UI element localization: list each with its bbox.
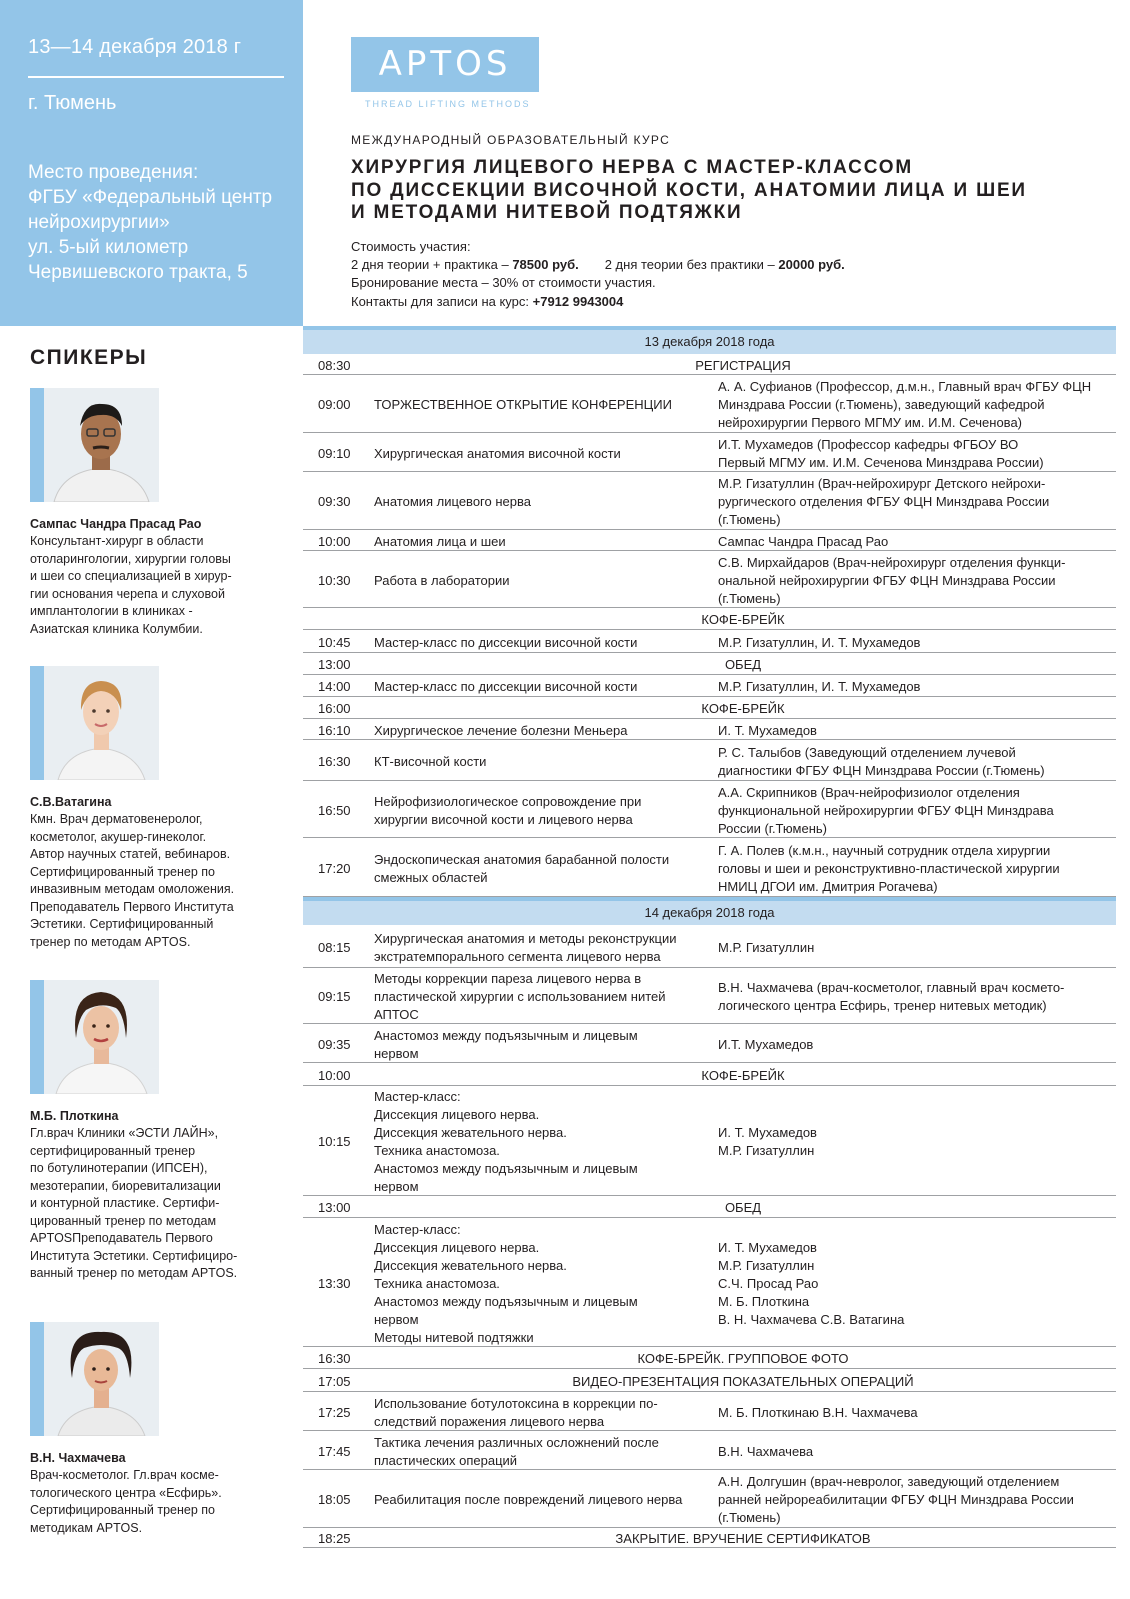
- bio-line: цированный тренер по методам: [30, 1213, 217, 1228]
- time-slot: 10:45: [318, 634, 351, 650]
- session-topic: [374, 1434, 659, 1470]
- session-topic-line: Мастер-класс по диссекции височной кости: [374, 679, 638, 694]
- contacts: [351, 293, 845, 311]
- session-topic: [374, 1395, 658, 1431]
- session-topic-line: Мастер-класс:: [374, 1221, 461, 1237]
- bio-line: и контурной пластике. Сертифи-: [30, 1196, 220, 1210]
- session-speakers-line: С.Ч. Просад Рао: [718, 1275, 819, 1291]
- session-topic: [374, 851, 669, 887]
- bio-line: Врач-косметолог. Гл.врач косме-: [30, 1468, 219, 1482]
- session-topic-line: Диссекция жевательного нерва.: [374, 1125, 567, 1140]
- option2-price: 20000 руб.: [778, 257, 845, 273]
- session-speakers-line: М.Р. Гизатуллин, И. Т. Мухамедов: [718, 634, 921, 650]
- session-speakers-line: нейрохирургии Первого МГМУ им. И.М. Сеченова): [718, 415, 1023, 430]
- row-divider: [303, 1547, 1116, 1548]
- session-speakers: [718, 436, 1044, 472]
- row-divider: [303, 837, 1116, 838]
- session-topic-line: Техника анастомоза.: [374, 1143, 500, 1158]
- booking-note: Бронирование места – 30% от стоимости участия.: [351, 275, 656, 291]
- speaker-card: [30, 980, 275, 1283]
- contacts-phone: +7912 9943004: [532, 293, 624, 309]
- event-city: г. Тюмень: [28, 92, 117, 114]
- session-break: ОБЕД: [724, 657, 762, 672]
- time-slot: 16:30: [318, 753, 351, 769]
- option1-label: 2 дня теории + практика –: [351, 257, 513, 273]
- session-topic-line: нервом: [374, 1179, 419, 1194]
- session-speakers: [718, 678, 920, 696]
- time-slot: 08:15: [318, 940, 351, 955]
- time-slot: 16:10: [318, 722, 351, 738]
- row-divider: [303, 529, 1116, 530]
- course-title-line: ПО ДИССЕКЦИИ ВИСОЧНОЙ КОСТИ, АНАТОМИИ ЛИЦА И ШЕИ: [351, 179, 1027, 201]
- time-slot: 13:00: [318, 1200, 351, 1215]
- row-divider: [303, 1346, 1116, 1347]
- session-topic-line: пластических операций: [374, 1452, 518, 1468]
- session-speakers-line: ональной нейрохирургии ФГБУ ФЦН Минздрава России: [718, 572, 1056, 588]
- session-topic-line: Реабилитация после повреждений лицевого нерва: [374, 1492, 683, 1507]
- time-slot: 09:00: [318, 397, 351, 412]
- row-divider: [303, 471, 1116, 472]
- bio-line: Кмн. Врач дерматовенеролог,: [30, 812, 203, 826]
- speaker-bio: [30, 811, 275, 951]
- time-slot: 14:00: [318, 679, 351, 694]
- session-speakers-line: И. Т. Мухамедов: [718, 1239, 817, 1255]
- speaker-name: В.Н. Чахмачева: [30, 1451, 126, 1465]
- session-topic-line: Методы нитевой подтяжки: [374, 1329, 534, 1345]
- row-divider: [303, 550, 1116, 551]
- option2-label: 2 дня теории без практики –: [604, 257, 779, 273]
- session-topic: [374, 1491, 682, 1509]
- speakers-title: СПИКЕРЫ: [30, 346, 148, 369]
- bio-line: Гл.врач Клиники «ЭСТИ ЛАЙН»,: [30, 1126, 219, 1140]
- session-speakers-line: М. Б. Плоткинаю В.Н. Чахмачева: [718, 1404, 918, 1420]
- bio-line: и шеи со специализацией в хирур-: [30, 569, 232, 583]
- session-topic-line: Хирургическая анатомия височной кости: [374, 445, 621, 461]
- time-slot: 09:15: [318, 989, 351, 1004]
- session-speakers-line: М.Р. Гизатуллин: [718, 1257, 815, 1273]
- speaker-bio: [30, 533, 275, 638]
- session-break: КОФЕ-БРЕЙК: [701, 612, 785, 627]
- session-topic-line: АПТОС: [374, 1007, 419, 1022]
- day-header: 13 декабря 2018 года: [303, 326, 1116, 354]
- time-slot: 17:05: [318, 1373, 351, 1389]
- session-speakers-line: Г. А. Полев (к.м.н., научный сотрудник отдела хирургии: [718, 842, 1051, 858]
- session-topic-line: нервом: [374, 1311, 419, 1327]
- bio-line: сертифицированный тренер: [30, 1143, 196, 1158]
- event-info-panel: [0, 0, 303, 326]
- session-topic-line: Диссекция жевательного нерва.: [374, 1257, 567, 1273]
- session-topic-line: КТ-височной кости: [374, 753, 487, 769]
- session-speakers: [718, 1124, 817, 1160]
- session-topic-line: Хирургическое лечение болезни Меньера: [374, 722, 628, 738]
- bio-line: Консультант-хирург в области: [30, 534, 204, 548]
- row-divider: [303, 1368, 1116, 1369]
- session-speakers-line: И. Т. Мухамедов: [718, 722, 817, 738]
- session-speakers-line: Первый МГМУ им. И.М. Сеченова Минздрава России): [718, 454, 1044, 470]
- row-divider: [303, 1062, 1116, 1063]
- time-slot: 13:00: [318, 657, 351, 672]
- speaker-name: М.Б. Плоткина: [30, 1109, 119, 1123]
- speaker-card: [30, 666, 275, 951]
- row-divider: [303, 674, 1116, 675]
- speaker-photo: [30, 388, 159, 502]
- row-divider: [303, 1217, 1116, 1218]
- row-divider: [303, 1391, 1116, 1392]
- time-slot: 10:00: [318, 1067, 351, 1083]
- session-speakers-line: В.Н. Чахмачева (врач-косметолог, главный врач космето-: [718, 980, 1065, 995]
- row-divider: [303, 1085, 1116, 1086]
- bio-line: по ботулинотерапии (ИПСЕН),: [30, 1161, 208, 1175]
- day-header: 14 декабря 2018 года: [303, 897, 1116, 925]
- time-slot: 16:00: [318, 701, 351, 716]
- course-title-line: ХИРУРГИЯ ЛИЦЕВОГО НЕРВА С МАСТЕР-КЛАССОМ: [351, 157, 913, 178]
- session-topic: [374, 722, 627, 740]
- speaker-photo: [30, 666, 159, 780]
- time-slot: 18:05: [318, 1492, 351, 1507]
- session-speakers-line: А.А. Скрипников (Врач-нейрофизиолог отделения: [718, 784, 1020, 800]
- session-speakers: [718, 475, 1049, 529]
- session-speakers: [718, 634, 920, 652]
- session-speakers: [718, 784, 1054, 838]
- bio-line: Азиатская клиника Колумбии.: [30, 621, 203, 636]
- session-topic-line: Работа в лаборатории: [374, 572, 510, 588]
- row-divider: [303, 1527, 1116, 1528]
- speaker-photo: [30, 1322, 159, 1436]
- price-info: [351, 238, 845, 311]
- person-icon: [44, 1322, 159, 1436]
- price-options: [351, 256, 845, 274]
- session-topic-line: Использование ботулотоксина в коррекции по-: [374, 1395, 658, 1411]
- session-topic-line: Анатомия лица и шеи: [374, 533, 506, 549]
- session-speakers-line: логического центра Есфирь, тренер нитевых методик): [718, 998, 1047, 1013]
- session-speakers-line: Р. С. Талыбов (Заведующий отделением лучевой: [718, 744, 1016, 760]
- bio-line: ванный тренер по методам APTOS.: [30, 1266, 238, 1280]
- session-topic: [374, 1088, 638, 1196]
- session-speakers-line: А.Н. Долгушин (врач-невролог, заведующий отделением: [718, 1474, 1060, 1489]
- session-speakers-line: головы и шеи и реконструктивно-пластической хирургии: [718, 860, 1060, 876]
- time-slot: 16:50: [318, 802, 351, 818]
- session-break: КОФЕ-БРЕЙК: [701, 1067, 785, 1083]
- speaker-bio: [30, 1467, 275, 1537]
- event-dates: 13—14 декабря 2018 г: [28, 36, 242, 58]
- session-topic: [374, 793, 641, 829]
- session-speakers-line: Минздрава России (г.Тюмень), заведующий кафедрой: [718, 397, 1045, 412]
- person-icon: [44, 388, 159, 502]
- session-break: КОФЕ-БРЕЙК. ГРУППОВОЕ ФОТО: [637, 1351, 849, 1366]
- session-speakers-line: ранней нейрореабилитации ФГБУ ФЦН Минздрава России: [718, 1492, 1074, 1507]
- row-divider: [303, 696, 1116, 697]
- time-slot: 08:30: [318, 358, 351, 373]
- session-topic: [374, 533, 506, 551]
- bio-line: тренер по методам APTOS.: [30, 934, 191, 949]
- session-speakers: [718, 722, 817, 740]
- bio-line: гии основания черепа и слуховой: [30, 586, 225, 601]
- session-speakers-line: (г.Тюмень): [718, 1510, 781, 1525]
- session-topic: [374, 1221, 638, 1347]
- bio-line: Института Эстетики. Сертифициро-: [30, 1248, 238, 1263]
- session-speakers: [718, 554, 1065, 608]
- session-topic-line: экстратемпорального сегмента лицевого нерва: [374, 949, 661, 964]
- bio-line: Сертифицированный тренер по: [30, 864, 216, 879]
- row-divider: [303, 718, 1116, 719]
- divider: [28, 76, 284, 78]
- session-speakers: [718, 842, 1060, 896]
- bio-line: Преподаватель Первого Института: [30, 899, 234, 914]
- venue-line: Червишевского тракта, 5: [28, 262, 248, 283]
- speaker-card: [30, 1322, 275, 1537]
- session-topic: [374, 970, 666, 1024]
- session-speakers: [718, 939, 814, 957]
- bio-line: Эстетики. Сертифицированный: [30, 917, 214, 931]
- course-title: [351, 157, 1027, 225]
- bio-line: Автор научных статей, вебинаров.: [30, 847, 231, 861]
- session-speakers-line: М.Р. Гизатуллин (Врач-нейрохирург Детского нейрохи-: [718, 476, 1046, 491]
- session-speakers-line: В.Н. Чахмачева: [718, 1443, 814, 1459]
- time-slot: 09:35: [318, 1036, 351, 1052]
- session-speakers-line: М.Р. Гизатуллин: [718, 1143, 815, 1158]
- row-divider: [303, 1469, 1116, 1470]
- session-speakers: [718, 533, 888, 551]
- row-divider: [303, 607, 1116, 608]
- speaker-bio: [30, 1125, 275, 1283]
- person-icon: [44, 980, 159, 1094]
- session-speakers-line: России (г.Тюмень): [718, 820, 827, 836]
- time-slot: 17:25: [318, 1404, 351, 1420]
- time-slot: 17:45: [318, 1443, 351, 1459]
- bio-line: имплантологии в клиниках -: [30, 604, 193, 618]
- session-topic: [374, 572, 509, 590]
- time-slot: 13:30: [318, 1275, 351, 1291]
- session-break: ВИДЕО-ПРЕЗЕНТАЦИЯ ПОКАЗАТЕЛЬНЫХ ОПЕРАЦИЙ: [572, 1373, 914, 1389]
- logo-tagline: THREAD LIFTING METHODS: [365, 99, 531, 109]
- session-topic-line: Мастер-класс:: [374, 1089, 461, 1104]
- bio-line: методикам APTOS.: [30, 1520, 143, 1535]
- venue-line: ФГБУ «Федеральный центр: [28, 187, 273, 208]
- session-topic-line: Эндоскопическая анатомия барабанной полости: [374, 851, 670, 867]
- session-topic-line: смежных областей: [374, 869, 488, 885]
- session-break: РЕГИСТРАЦИЯ: [695, 358, 791, 373]
- venue-line: ул. 5-ый километр: [28, 237, 189, 258]
- option1-price: 78500 руб.: [512, 257, 579, 273]
- session-speakers-line: М.Р. Гизатуллин: [718, 940, 815, 955]
- session-topic-line: следствий поражения лицевого нерва: [374, 1413, 605, 1429]
- session-speakers-line: (г.Тюмень): [718, 512, 781, 527]
- session-topic-line: Нейрофизиологическое сопровождение при: [374, 793, 642, 809]
- session-speakers-line: М.Р. Гизатуллин, И. Т. Мухамедов: [718, 679, 921, 694]
- time-slot: 09:30: [318, 494, 351, 509]
- session-topic-line: пластической хирургии с использованием нитей: [374, 989, 666, 1004]
- session-topic-line: Хирургическая анатомия и методы реконструкции: [374, 931, 677, 946]
- bio-line: инвазивным методам омоложения.: [30, 882, 235, 896]
- aptos-logo: [351, 37, 539, 92]
- speaker-name: Сампас Чандра Прасад Рао: [30, 517, 202, 531]
- session-topic-line: Тактика лечения различных осложнений после: [374, 1434, 659, 1450]
- session-topic: [374, 753, 486, 771]
- time-slot: 10:15: [318, 1134, 351, 1149]
- session-speakers-line: М. Б. Плоткина: [718, 1293, 810, 1309]
- session-speakers: [718, 744, 1045, 780]
- session-topic: [374, 445, 621, 463]
- session-topic: [374, 493, 531, 511]
- row-divider: [303, 652, 1116, 653]
- row-divider: [303, 432, 1116, 433]
- row-divider: [303, 629, 1116, 630]
- row-divider: [303, 739, 1116, 740]
- session-speakers-line: диагностики ФГБУ ФЦН Минздрава России (г.Тюмень): [718, 762, 1045, 778]
- session-topic-line: Анастомоз между подъязычным и лицевым: [374, 1027, 638, 1043]
- time-slot: 16:30: [318, 1351, 351, 1366]
- session-speakers-line: функциональной нейрохирургии ФГБУ ФЦН Минздрава: [718, 802, 1054, 818]
- time-slot: 10:00: [318, 533, 351, 549]
- session-topic-line: Анастомоз между подъязычным и лицевым: [374, 1293, 638, 1309]
- bio-line: APTOSПреподаватель Первого: [30, 1231, 213, 1245]
- session-topic: [374, 1027, 638, 1063]
- session-speakers-line: Сампас Чандра Прасад Рао: [718, 533, 889, 549]
- logo-brand: APTOS: [378, 44, 512, 84]
- session-topic-line: ТОРЖЕСТВЕННОЕ ОТКРЫТИЕ КОНФЕРЕНЦИИ: [374, 397, 672, 412]
- speaker-name: С.В.Ватагина: [30, 795, 112, 809]
- price-heading: Стоимость участия:: [351, 239, 471, 254]
- course-title-line: И МЕТОДАМИ НИТЕВОЙ ПОДТЯЖКИ: [351, 202, 743, 223]
- session-speakers-line: А. А. Суфианов (Профессор, д.м.н., Главный врач ФГБУ ФЦН: [718, 379, 1092, 394]
- session-topic-line: Диссекция лицевого нерва.: [374, 1107, 540, 1122]
- session-speakers: [718, 1443, 813, 1461]
- session-speakers-line: (г.Тюмень): [718, 590, 781, 606]
- session-topic-line: Анастомоз между подъязычным и лицевым: [374, 1161, 638, 1176]
- session-topic-line: Мастер-класс по диссекции височной кости: [374, 634, 638, 650]
- time-slot: 10:30: [318, 572, 351, 588]
- row-divider: [303, 780, 1116, 781]
- row-divider: [303, 1023, 1116, 1024]
- session-speakers-line: рургического отделения ФГБУ ФЦН Минздрава России: [718, 494, 1050, 509]
- bio-line: косметолог, акушер-гинеколог.: [30, 829, 207, 844]
- row-divider: [303, 1195, 1116, 1196]
- session-break: КОФЕ-БРЕЙК: [701, 701, 785, 716]
- session-speakers: [718, 1036, 813, 1054]
- session-topic: [374, 634, 637, 652]
- session-topic: [374, 396, 672, 414]
- event-venue: [28, 160, 296, 285]
- session-topic: [374, 930, 677, 966]
- time-slot: 17:20: [318, 860, 351, 876]
- session-speakers-line: И.Т. Мухамедов (Профессор кафедры ФГБОУ ВО: [718, 436, 1019, 452]
- speaker-card: [30, 388, 275, 638]
- session-topic-line: хирургии височной кости и лицевого нерва: [374, 811, 633, 827]
- course-label: МЕЖДУНАРОДНЫЙ ОБРАЗОВАТЕЛЬНЫЙ КУРС: [351, 133, 671, 147]
- session-break: ОБЕД: [724, 1200, 762, 1215]
- bio-line: Сертифицированный тренер по: [30, 1503, 216, 1517]
- session-topic: [374, 678, 637, 696]
- bio-line: мезотерапии, биоревитализации: [30, 1178, 221, 1193]
- row-divider: [303, 374, 1116, 375]
- venue-line: нейрохирургии»: [28, 212, 170, 233]
- session-break: ЗАКРЫТИЕ. ВРУЧЕНИЕ СЕРТИФИКАТОВ: [615, 1531, 871, 1546]
- session-topic-line: Диссекция лицевого нерва.: [374, 1239, 540, 1255]
- bio-line: отоларингологии, хирургии головы: [30, 551, 231, 566]
- session-speakers-line: И. Т. Мухамедов: [718, 1125, 817, 1140]
- session-speakers-line: С.В. Мирхайдаров (Врач-нейрохирург отделения функци-: [718, 554, 1066, 570]
- session-speakers: [718, 1473, 1074, 1527]
- session-topic-line: Техника анастомоза.: [374, 1275, 500, 1291]
- session-speakers: [718, 1404, 918, 1422]
- person-icon: [44, 666, 159, 780]
- venue-line: Место проведения:: [28, 162, 199, 183]
- session-speakers: [718, 1239, 904, 1329]
- session-speakers-line: И.Т. Мухамедов: [718, 1036, 814, 1052]
- session-topic-line: Методы коррекции пареза лицевого нерва в: [374, 971, 642, 986]
- session-topic-line: нервом: [374, 1045, 419, 1061]
- session-speakers: [718, 378, 1091, 432]
- row-divider: [303, 967, 1116, 968]
- session-topic-line: Анатомия лицевого нерва: [374, 494, 531, 509]
- session-speakers-line: НМИЦ ДГОИ им. Дмитрия Рогачева): [718, 878, 938, 894]
- contacts-label: Контакты для записи на курс:: [351, 293, 533, 309]
- row-divider: [303, 1430, 1116, 1431]
- bio-line: тологического центра «Есфирь».: [30, 1485, 222, 1500]
- time-slot: 09:10: [318, 445, 351, 461]
- session-speakers: [718, 979, 1064, 1015]
- speaker-photo: [30, 980, 159, 1094]
- time-slot: 18:25: [318, 1531, 351, 1546]
- session-speakers-line: В. Н. Чахмачева С.В. Ватагина: [718, 1311, 905, 1327]
